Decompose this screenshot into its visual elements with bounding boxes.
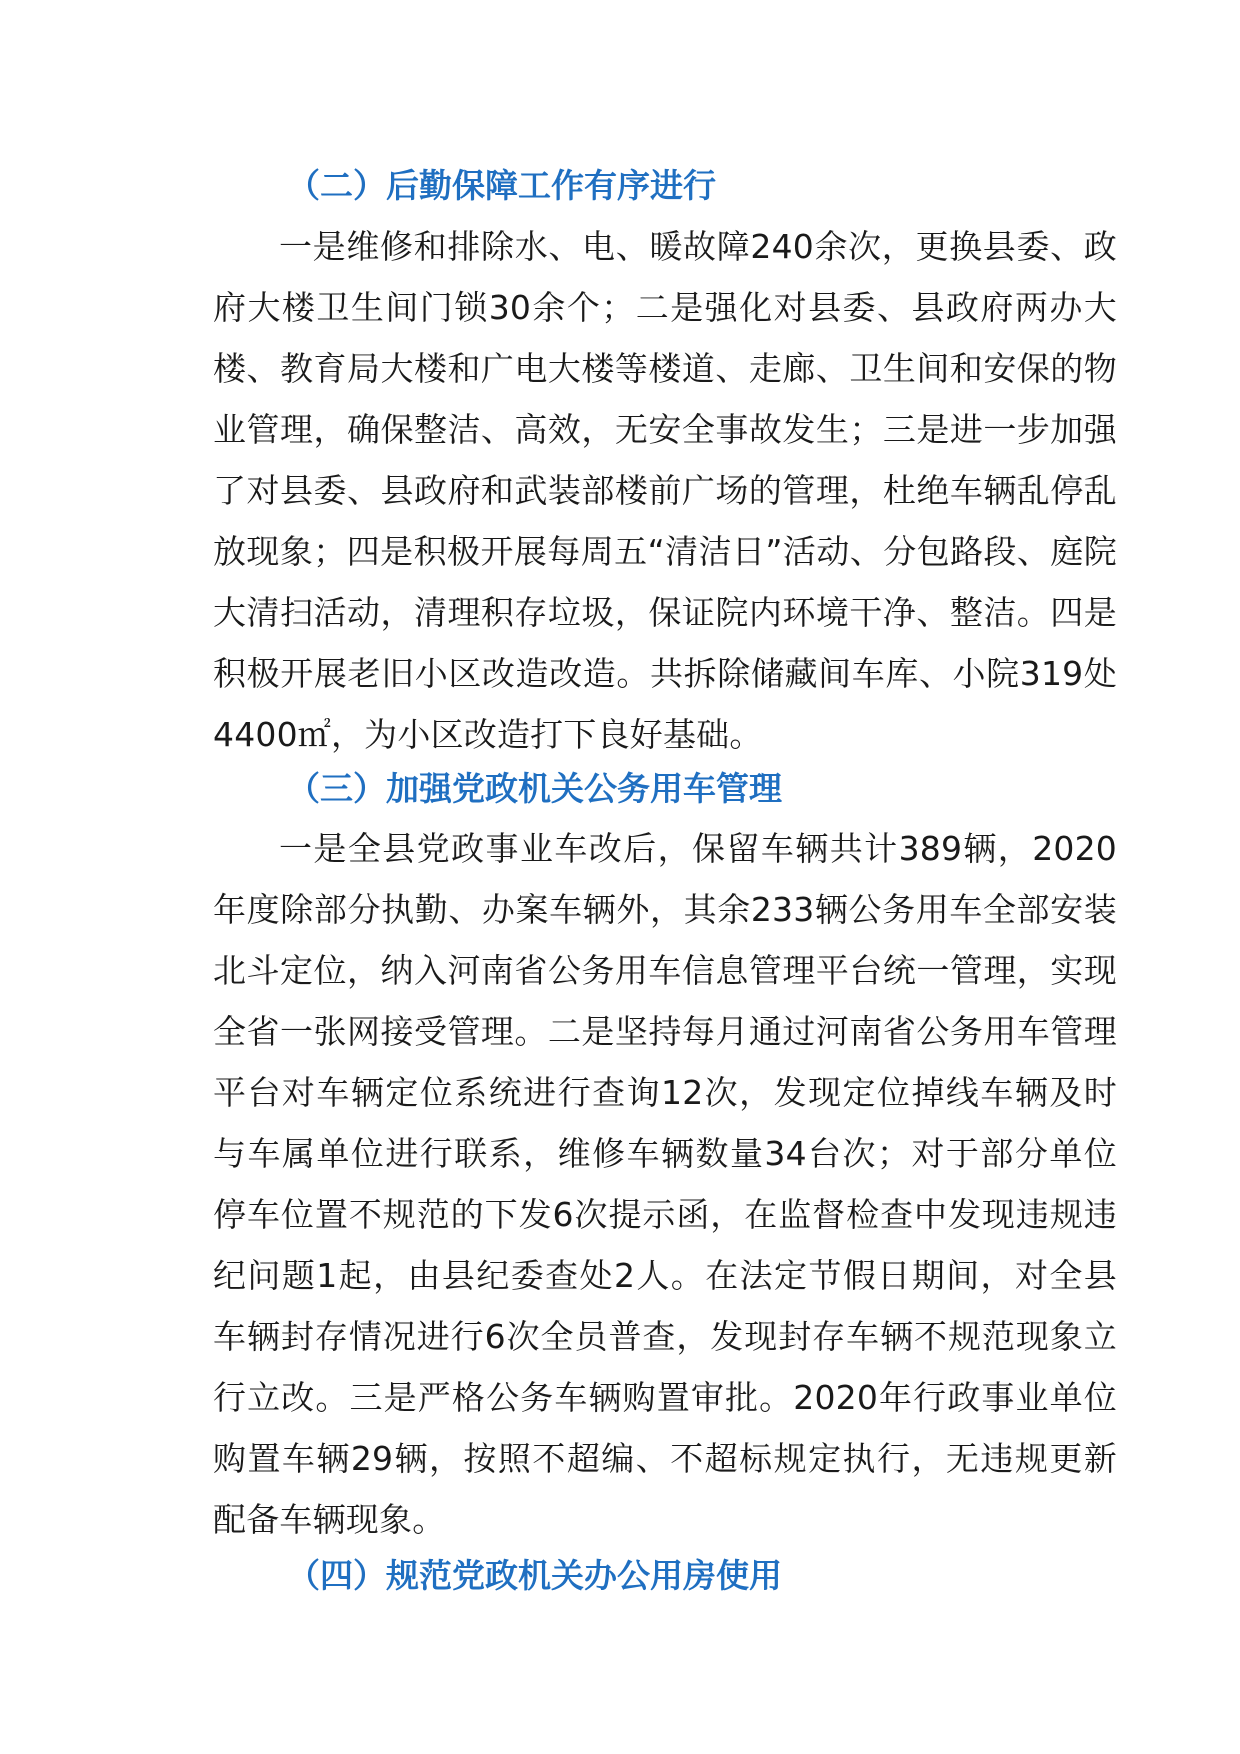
section-paragraph-logistics: 一是维修和排除水、电、暖故障240余次，更换县委、政府大楼卫生间门锁30余个；二是强化对县委、县政府两办大楼、教育局大楼和广电大楼等楼道、走廊、卫生间和安保的物业管理，确保整洁、高效，无安全事故发生；三是进一步加强了对县委、县政府和武装部楼前广场的管理，杜绝车辆乱停乱放现象；四是积极开展每周五“清洁日”活动、分包路段、庭院大清扫活动，清理积存垃圾，保证院内环境干净、整洁。四是积极开展老旧小区改造改造。共拆除储藏间车库、小院319处4400㎡，为小区改造打下良好基础。 xyxy=(213,227,1117,754)
section-heading-official-vehicles: （三）加强党政机关公务用车管理 xyxy=(287,769,782,808)
section-heading-office-space: （四）规范党政机关办公用房使用 xyxy=(287,1556,782,1595)
section-heading-logistics: （二）后勤保障工作有序进行 xyxy=(287,166,716,205)
section-paragraph-official-vehicles: 一是全县党政事业车改后，保留车辆共计389辆，2020年度除部分执勤、办案车辆外，其余233辆公务用车全部安装北斗定位，纳入河南省公务用车信息管理平台统一管理，实现全省一张网接受管理。二是坚持每月通过河南省公务用车管理平台对车辆定位系统进行查询12次，发现定位掉线车辆及时与车属单位进行联系，维修车辆数量34台次；对于部分单位停车位置不规范的下发6次提示函，在监督检查中发现违规违纪问题1起，由县纪委查处2人。在法定节假日期间，对全县车辆封存情况进行6次全员普查，发现封存车辆不规范现象立行立改。三是严格公务车辆购置审批。2020年行政事业单位购置车辆29辆，按照不超编、不超标规定执行，无违规更新配备车辆现象。 xyxy=(213,829,1117,1539)
